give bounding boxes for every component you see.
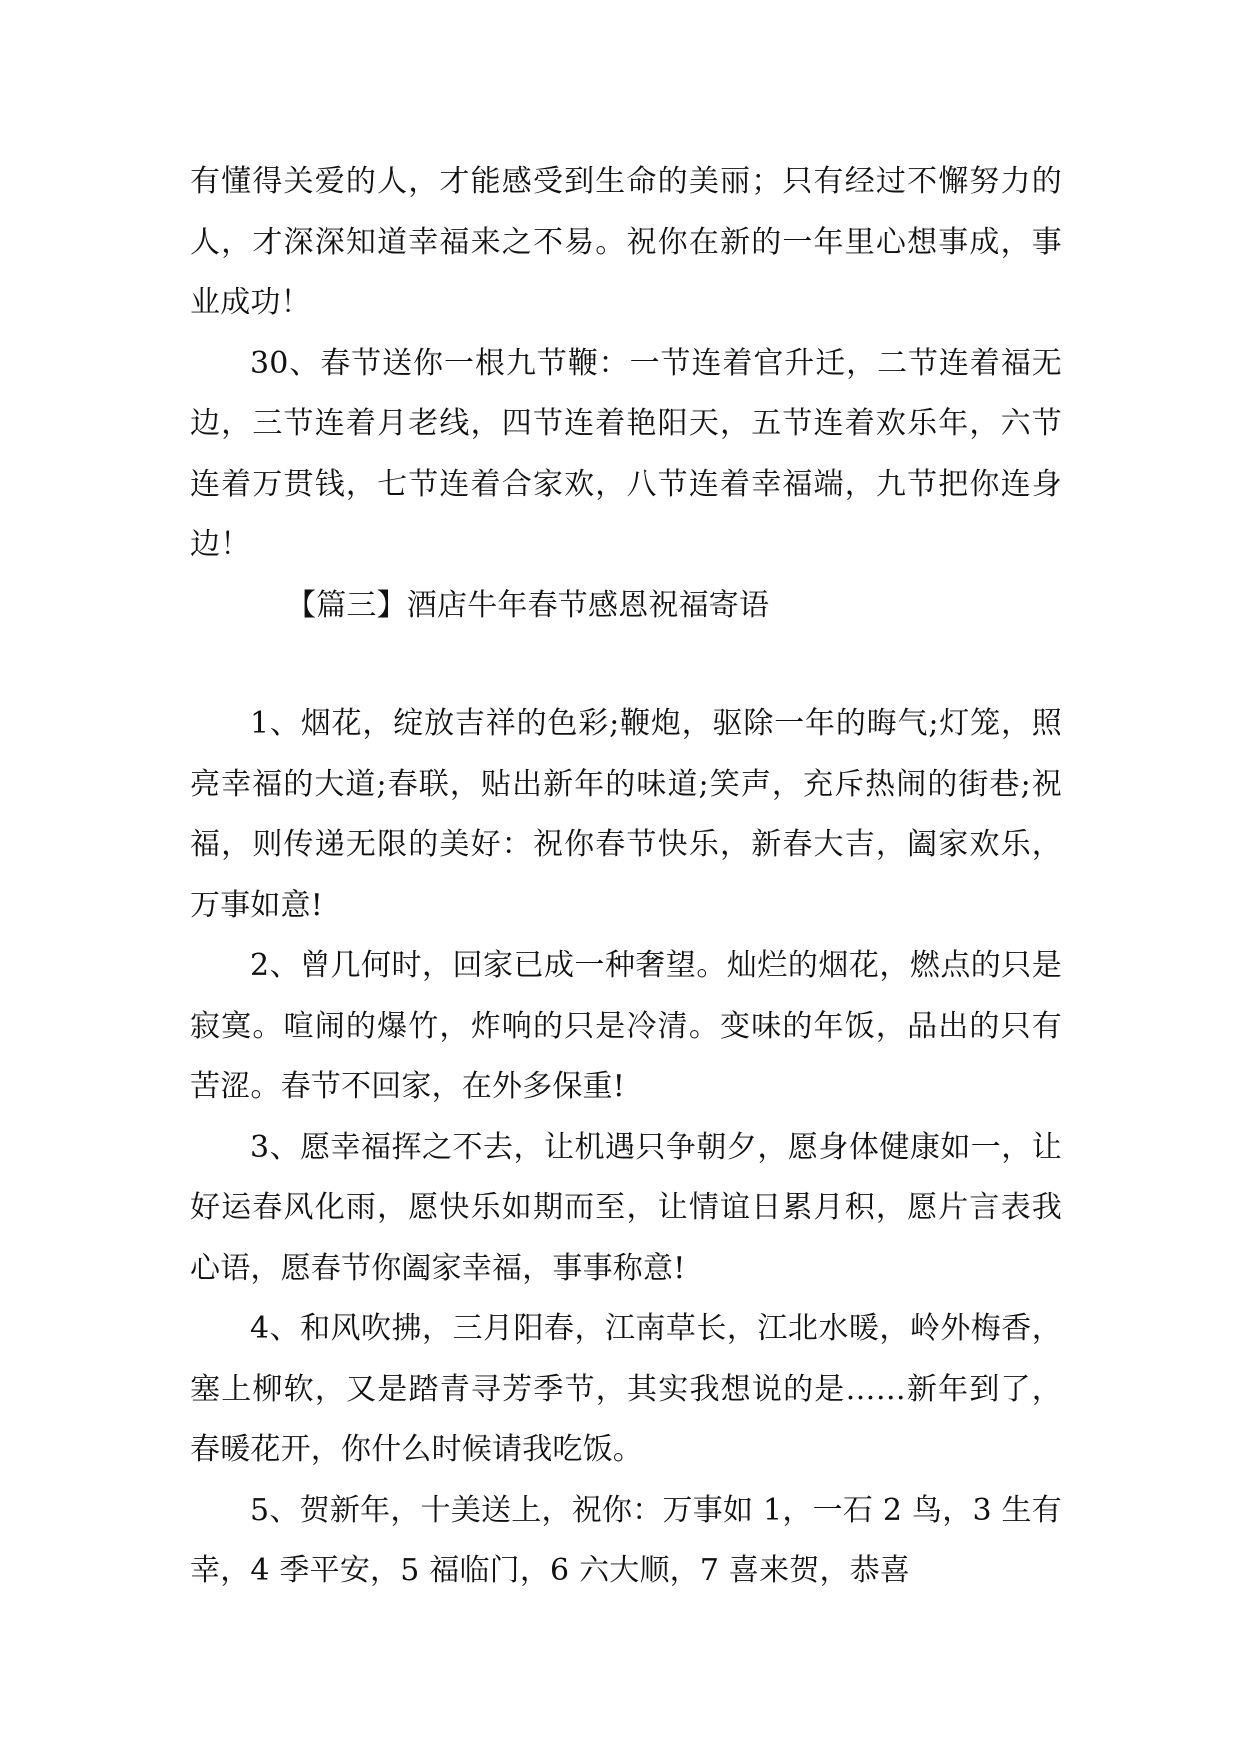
- paragraph-item-1: 1、烟花，绽放吉祥的色彩;鞭炮，驱除一年的晦气;灯笼，照亮幸福的大道;春联，贴出新年的味道;笑声，充斥热闹的街巷;祝福，则传递无限的美好：祝你春节快乐，新春大吉，阖家欢乐，万事如意!: [190, 706, 1062, 923]
- paragraph-item-4: 4、和风吹拂，三月阳春，江南草长，江北水暖，岭外梅香，塞上柳软，又是踏青寻芳季节，其实我想说的是……新年到了，春暖花开，你什么时候请我吃饭。: [190, 1311, 1062, 1467]
- paragraph-item-5: 5、贺新年，十美送上，祝你：万事如 1，一石 2 鸟，3 生有幸，4 季平安，5 福临门，6 六大顺，7 喜来贺，恭喜: [190, 1492, 1062, 1588]
- paragraph-item-3: 3、愿幸福挥之不去，让机遇只争朝夕，愿身体健康如一，让好运春风化雨，愿快乐如期而至，让情谊日累月积，愿片言表我心语，愿春节你阖家幸福，事事称意!: [190, 1129, 1062, 1286]
- section-spacer: [190, 636, 1062, 694]
- paragraph-item-2: 2、曾几何时，回家已成一种奢望。灿烂的烟花，燃点的只是寂寞。喧闹的爆竹，炸响的只是冷清。变味的年饭，品出的只有苦涩。春节不回家，在外多保重!: [190, 948, 1062, 1104]
- section-title: 【篇三】酒店牛年春节感恩祝福寄语: [286, 587, 770, 623]
- paragraph-continued: 有懂得关爱的人，才能感受到生命的美丽；只有经过不懈努力的人，才深深知道幸福来之不易。祝你在新的一年里心想事成，事业成功！: [190, 164, 1062, 320]
- paragraph-item-30: 30、春节送你一根九节鞭：一节连着官升迁，二节连着福无边，三节连着月老线，四节连着艳阳天，五节连着欢乐年，六节连着万贯钱，七节连着合家欢，八节连着幸福端，九节把你连身边！: [190, 345, 1062, 562]
- document-page: [190, 152, 1062, 1602]
